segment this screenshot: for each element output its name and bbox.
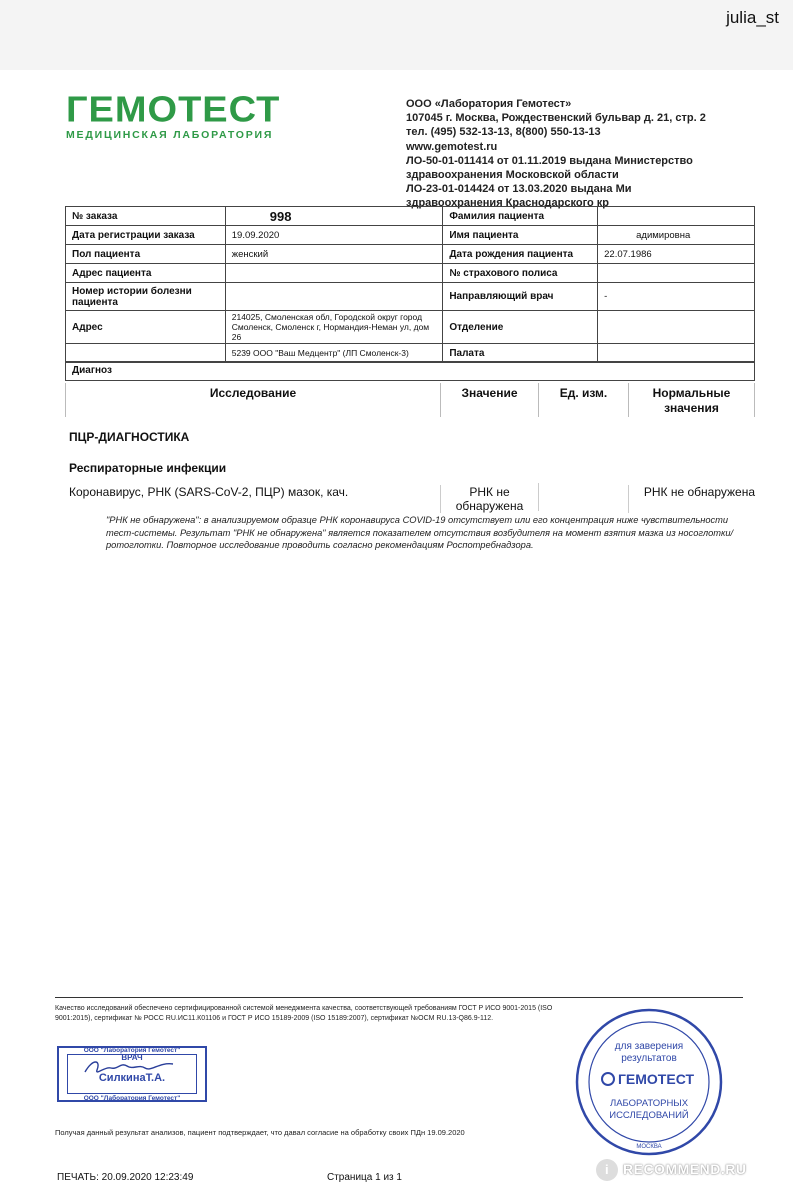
history-label: Номер истории болезни пациента <box>66 283 226 311</box>
office-value: 5239 ООО "Ваш Медцентр" (ЛП Смоленск-3) <box>225 344 443 363</box>
lab-seal <box>574 1007 724 1157</box>
patient-address-label: Адрес пациента <box>66 264 226 283</box>
company-line: ЛО-50-01-011414 от 01.11.2019 выдана Министерство <box>406 154 693 167</box>
name-label: Имя пациента <box>443 226 598 245</box>
gemotest-logo <box>66 92 280 141</box>
order-no-value: 998 <box>225 207 443 226</box>
result-study: Коронавирус, РНК (SARS-CoV-2, ПЦР) мазок, кач. <box>69 485 349 499</box>
header-value: Значение <box>440 383 538 417</box>
company-line: здравоохранения Краснодарского кр <box>406 197 610 210</box>
company-line: ЛО-23-01-014424 от 13.03.2020 выдана Ми <box>406 183 632 196</box>
department-value <box>598 311 755 344</box>
patient-info-table <box>65 206 755 363</box>
result-value: РНК не обнаружена <box>440 485 538 513</box>
section-title: ПЦР-ДИАГНОСТИКА <box>69 430 190 444</box>
seal-city: МОСКВА <box>636 1144 662 1150</box>
result-normal: РНК не обнаружена <box>628 485 755 513</box>
page-counter: Страница 1 из 1 <box>327 1172 402 1183</box>
office-label <box>66 344 226 363</box>
name-value: адимировна <box>598 226 755 245</box>
header-unit: Ед. изм. <box>538 383 628 417</box>
seal-line1: для заверения <box>614 1041 684 1052</box>
ward-label: Палата <box>443 344 598 363</box>
lab-seal-icon <box>574 1007 724 1157</box>
company-line: 107045 г. Москва, Рождественский бульвар д. 21, стр. 2 <box>406 112 706 125</box>
diagnosis-label: Диагноз <box>72 365 112 376</box>
divider <box>55 997 743 998</box>
doctor-label: Направляющий врач <box>443 283 598 311</box>
doctor-stamp-name: СилкинаТ.А. <box>98 1072 166 1084</box>
reg-date-value: 19.09.2020 <box>225 226 443 245</box>
doctor-stamp-top: ООО "Лаборатория Гемотест" <box>83 1047 181 1054</box>
company-line: здравоохранения Московской области <box>406 169 619 182</box>
sex-value: женский <box>225 245 443 264</box>
surname-value <box>598 207 755 226</box>
lab-report-page <box>0 70 793 1200</box>
site-watermark <box>596 1159 746 1181</box>
results-header <box>65 383 755 417</box>
result-note: "РНК не обнаружена": в анализируемом образце РНК коронавируса COVID-19 отсутствует или его концентрация ниже чувствительности тест-системы. Результат "РНК не обнаружена" является показателем отсутствия возбудителя на момент взятия мазка из носоглотки/ротоглотки. Повторное исследование проводить согласно рекомендациям Роспотребнадзора. <box>106 515 734 550</box>
policy-label: № страхового полиса <box>443 264 598 283</box>
diagnosis-row <box>65 361 755 381</box>
doctor-stamp <box>57 1046 207 1102</box>
order-no-label: № заказа <box>66 207 226 226</box>
company-line: www.gemotest.ru <box>406 140 498 153</box>
logo-brand: ГЕМОТЕСТ <box>66 90 281 130</box>
department-label: Отделение <box>443 311 598 344</box>
header-normal: Нормальные значения <box>628 383 755 417</box>
result-unit <box>538 483 628 511</box>
result-row <box>65 483 755 513</box>
doctor-value: - <box>598 283 755 311</box>
consent-text: Получая данный результат анализов, пациент подтверждает, что давал согласие на обработку своих ПДн 19.09.2020 <box>55 1128 465 1137</box>
history-value <box>225 283 443 311</box>
policy-value <box>598 264 755 283</box>
company-line: ООО «Лаборатория Гемотест» <box>406 98 572 110</box>
watermark-username: julia_st <box>726 8 779 27</box>
seal-line4: ИССЛЕДОВАНИЙ <box>609 1110 689 1121</box>
doctor-stamp-title: ВРАЧ <box>121 1053 143 1062</box>
dob-value: 22.07.1986 <box>598 245 755 264</box>
top-bar <box>0 0 793 70</box>
company-line: тел. (495) 532-13-13, 8(800) 550-13-13 <box>406 126 601 139</box>
patient-address-value <box>225 264 443 283</box>
header-study: Исследование <box>65 383 440 417</box>
surname-label: Фамилия пациента <box>443 207 598 226</box>
subsection-title: Респираторные инфекции <box>69 461 227 475</box>
address-value: 214025, Смоленская обл, Городской округ город Смоленск, Смоленск г, Нормандия-Неман ул, дом 26 <box>225 311 443 344</box>
company-info <box>406 97 746 211</box>
seal-brand: ГЕМОТЕСТ <box>617 1071 695 1087</box>
site-watermark-text: RECOMMEND.RU <box>623 1161 747 1177</box>
logo-tagline: МЕДИЦИНСКАЯ ЛАБОРАТОРИЯ <box>66 129 274 141</box>
doctor-stamp-bottom: ООО "Лаборатория Гемотест" <box>83 1095 181 1102</box>
address-label: Адрес <box>66 311 226 344</box>
print-timestamp: ПЕЧАТЬ: 20.09.2020 12:23:49 <box>57 1172 194 1183</box>
ward-value <box>598 344 755 363</box>
reg-date-label: Дата регистрации заказа <box>66 226 226 245</box>
recommend-logo-icon: i <box>596 1159 618 1181</box>
dob-label: Дата рождения пациента <box>443 245 598 264</box>
sex-label: Пол пациента <box>66 245 226 264</box>
seal-line2: результатов <box>621 1053 677 1064</box>
seal-line3: ЛАБОРАТОРНЫХ <box>609 1098 689 1109</box>
quality-statement: Качество исследований обеспечено сертифицированной системой менеджмента качества, соответствующей требованиям ГОСТ Р ИСО 9001-2015 (ISO 9001:2015), сертификат № РОСС RU.ИС11.К01106 и ГОСТ Р ИСО 15189-2009 (ISO 15189:2007), сертификат №ОСМ RU.13-Q86.9-112. <box>55 1005 553 1022</box>
